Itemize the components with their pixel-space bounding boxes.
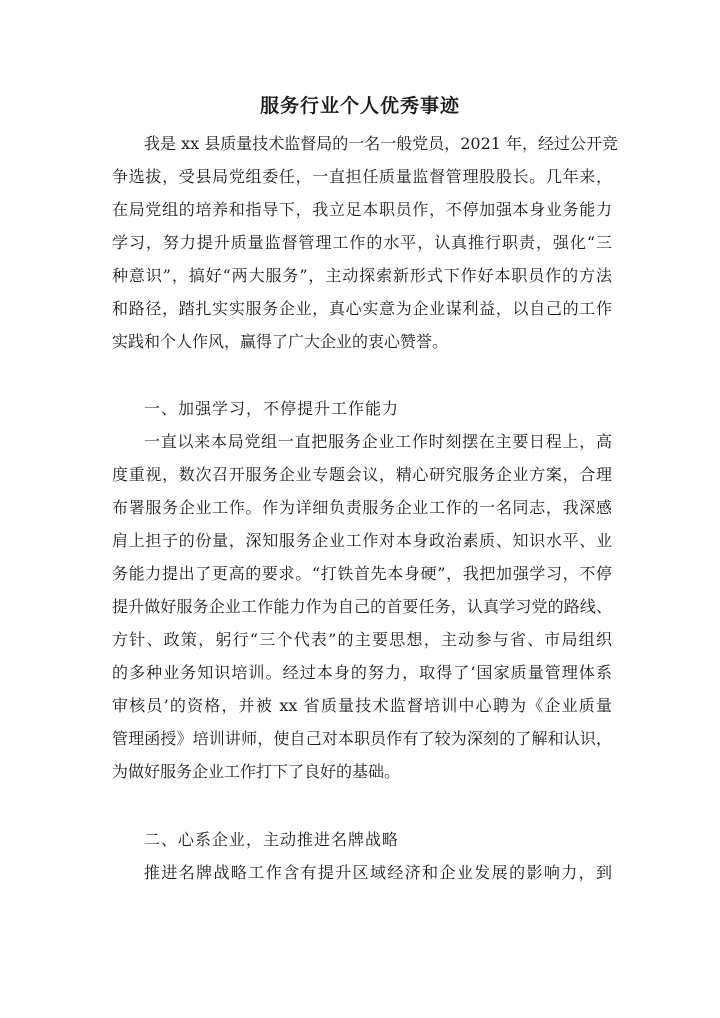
document-title: 服务行业个人优秀事迹 — [259, 95, 460, 117]
section-heading: 二、心系企业，主动推进名牌战略 — [144, 830, 400, 849]
paragraph-line: 和路径，踏扎实实服务企业，真心实意为企业谋利益，以自己的工作 — [112, 299, 612, 318]
paragraph-line: 一直以来本局党组一直把服务企业工作时刻摆在主要日程上，高 — [144, 432, 612, 451]
paragraph-line: 种意识”，搞好“两大服务”，主动探索新形式下作好本职员作的方法 — [112, 266, 612, 285]
paragraph-line: 我是 xx 县质量技术监督局的一名一般党员，2021 年，经过公开竞 — [144, 134, 619, 153]
section-heading: 一、加强学习，不停提升工作能力 — [144, 399, 400, 418]
paragraph-line: 的多种业务知识培训。经过本身的努力，取得了‘国家质量管理体系 — [112, 663, 612, 682]
paragraph-line: 推进名牌战略工作含有提升区域经济和企业发展的影响力，到 — [144, 863, 612, 882]
paragraph-line: 肩上担子的份量，深知服务企业工作对本身政治素质、知识水平、业 — [112, 531, 612, 550]
paragraph-line: 实践和个人作风，赢得了广大企业的衷心赞誉。 — [112, 332, 449, 351]
paragraph-line: 布署服务企业工作。作为详细负责服务企业工作的一名同志，我深感 — [112, 498, 612, 517]
paragraph-line: 方针、政策，躬行“三个代表”的主要思想，主动参与省、市局组织 — [112, 630, 612, 649]
paragraph-line: 学习，努力提升质量监督管理工作的水平，认真推行职责，强化“三 — [112, 233, 612, 252]
paragraph-line: 为做好服务企业工作打下了良好的基础。 — [112, 762, 401, 781]
paragraph-line: 度重视，数次召开服务企业专题会议，精心研究服务企业方案，合理 — [112, 465, 612, 484]
paragraph-line: 务能力提出了更高的要求。“打铁首先本身硬”，我把加强学习，不停 — [112, 564, 612, 583]
paragraph-line: 审核员’的资格，并被 xx 省质量技术监督培训中心聘为《企业质量 — [112, 696, 612, 715]
paragraph-line: 提升做好服务企业工作能力作为自己的首要任务，认真学习党的路线、 — [112, 597, 612, 616]
paragraph-line: 争选拔，受县局党组委任，一直担任质量监督管理股股长。几年来， — [112, 167, 612, 186]
paragraph-line: 在局党组的培养和指导下，我立足本职员作，不停加强本身业务能力 — [112, 200, 612, 219]
paragraph-line: 管理函授》培训讲师，使自己对本职员作有了较为深刻的了解和认识， — [112, 729, 612, 748]
